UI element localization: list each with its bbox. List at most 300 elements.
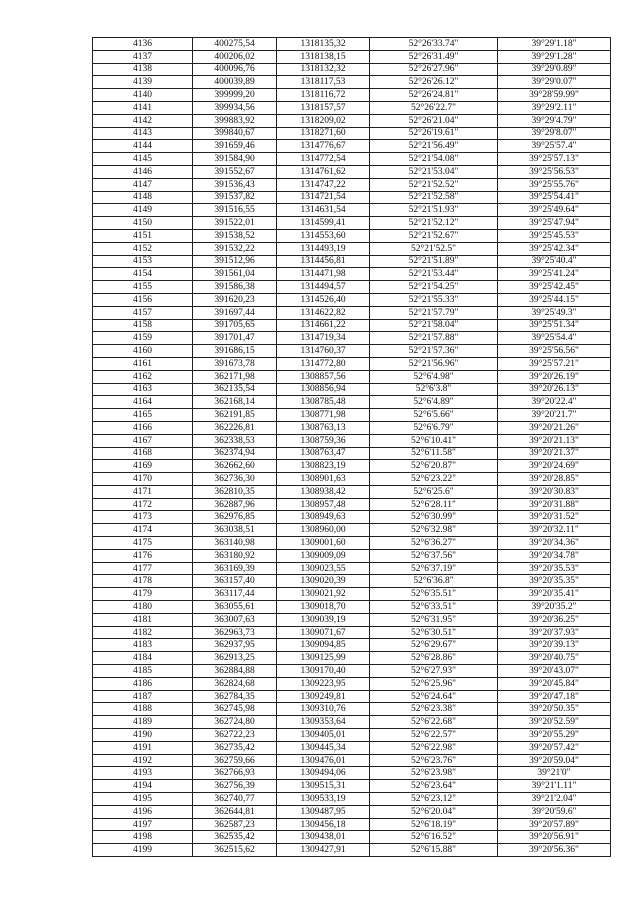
x-coordinate-cell: 391522,01: [193, 217, 277, 230]
point-number-cell: 4181: [93, 613, 193, 626]
x-coordinate-cell: 391620,23: [193, 293, 277, 306]
table-row: [93, 140, 611, 153]
x-coordinate-cell: 399934,56: [193, 101, 277, 114]
x-coordinate-cell: 391532,22: [193, 242, 277, 255]
y-coordinate-cell: 1309001,60: [277, 537, 370, 550]
table-row: [93, 76, 611, 89]
x-coordinate-cell: 363169,39: [193, 562, 277, 575]
latitude-cell: 52°6'23.98": [370, 767, 498, 780]
table-row: [93, 805, 611, 818]
y-coordinate-cell: 1309020,39: [277, 575, 370, 588]
x-coordinate-cell: 362736,30: [193, 473, 277, 486]
longitude-cell: 39°25'51.34": [498, 319, 611, 332]
y-coordinate-cell: 1314599,41: [277, 217, 370, 230]
y-coordinate-cell: 1314747,22: [277, 178, 370, 191]
point-number-cell: 4148: [93, 191, 193, 204]
latitude-cell: 52°6'31.95": [370, 613, 498, 626]
latitude-cell: 52°6'23.12": [370, 793, 498, 806]
table-row: [93, 229, 611, 242]
latitude-cell: 52°21'51.89": [370, 255, 498, 268]
y-coordinate-cell: 1309223,95: [277, 677, 370, 690]
y-coordinate-cell: 1314772,80: [277, 357, 370, 370]
table-row: [93, 613, 611, 626]
longitude-cell: 39°20'37.93": [498, 626, 611, 639]
latitude-cell: 52°6'23.38": [370, 703, 498, 716]
table-row: [93, 716, 611, 729]
table-row: [93, 50, 611, 63]
longitude-cell: 39°20'59.6": [498, 805, 611, 818]
x-coordinate-cell: 391552,67: [193, 165, 277, 178]
point-number-cell: 4175: [93, 537, 193, 550]
x-coordinate-cell: 362913,25: [193, 652, 277, 665]
table-row: [93, 652, 611, 665]
x-coordinate-cell: 362191,85: [193, 409, 277, 422]
latitude-cell: 52°21'54.25": [370, 281, 498, 294]
longitude-cell: 39°25'54.41": [498, 191, 611, 204]
longitude-cell: 39°20'26.19": [498, 370, 611, 383]
point-number-cell: 4178: [93, 575, 193, 588]
table-row: [93, 319, 611, 332]
point-number-cell: 4145: [93, 153, 193, 166]
x-coordinate-cell: 362515,62: [193, 844, 277, 857]
x-coordinate-cell: 362756,39: [193, 780, 277, 793]
x-coordinate-cell: 362662,60: [193, 460, 277, 473]
y-coordinate-cell: 1308949,63: [277, 511, 370, 524]
latitude-cell: 52°6'29.67": [370, 639, 498, 652]
longitude-cell: 39°25'47.94": [498, 217, 611, 230]
table-row: [93, 306, 611, 319]
longitude-cell: 39°25'42.34": [498, 242, 611, 255]
longitude-cell: 39°20'47.18": [498, 690, 611, 703]
point-number-cell: 4152: [93, 242, 193, 255]
y-coordinate-cell: 1309094,85: [277, 639, 370, 652]
longitude-cell: 39°20'50.35": [498, 703, 611, 716]
longitude-cell: 39°20'34.78": [498, 549, 611, 562]
x-coordinate-cell: 363140,98: [193, 537, 277, 550]
latitude-cell: 52°21'57.79": [370, 306, 498, 319]
point-number-cell: 4194: [93, 780, 193, 793]
table-row: [93, 626, 611, 639]
y-coordinate-cell: 1314776,67: [277, 140, 370, 153]
point-number-cell: 4151: [93, 229, 193, 242]
latitude-cell: 52°26'24.81": [370, 89, 498, 102]
y-coordinate-cell: 1308957,48: [277, 498, 370, 511]
point-number-cell: 4139: [93, 76, 193, 89]
longitude-cell: 39°29'1.18": [498, 38, 611, 51]
y-coordinate-cell: 1309125,99: [277, 652, 370, 665]
table-row: [93, 793, 611, 806]
table-row: [93, 524, 611, 537]
x-coordinate-cell: 363117,44: [193, 588, 277, 601]
x-coordinate-cell: 363157,40: [193, 575, 277, 588]
y-coordinate-cell: 1318157,57: [277, 101, 370, 114]
point-number-cell: 4199: [93, 844, 193, 857]
table-row: [93, 780, 611, 793]
point-number-cell: 4166: [93, 421, 193, 434]
longitude-cell: 39°20'56.36": [498, 844, 611, 857]
y-coordinate-cell: 1314661,22: [277, 319, 370, 332]
table-row: [93, 191, 611, 204]
x-coordinate-cell: 362766,93: [193, 767, 277, 780]
table-row: [93, 63, 611, 76]
longitude-cell: 39°20'24.69": [498, 460, 611, 473]
point-number-cell: 4144: [93, 140, 193, 153]
point-number-cell: 4182: [93, 626, 193, 639]
y-coordinate-cell: 1308763,47: [277, 447, 370, 460]
y-coordinate-cell: 1309487,95: [277, 805, 370, 818]
longitude-cell: 39°20'28.85": [498, 473, 611, 486]
point-number-cell: 4136: [93, 38, 193, 51]
y-coordinate-cell: 1314471,98: [277, 268, 370, 281]
y-coordinate-cell: 1309438,01: [277, 831, 370, 844]
point-number-cell: 4159: [93, 332, 193, 345]
table-row: [93, 242, 611, 255]
latitude-cell: 52°6'6.79": [370, 421, 498, 434]
latitude-cell: 52°6'22.68": [370, 716, 498, 729]
x-coordinate-cell: 400206,02: [193, 50, 277, 63]
y-coordinate-cell: 1314721,54: [277, 191, 370, 204]
longitude-cell: 39°20'32.11": [498, 524, 611, 537]
y-coordinate-cell: 1314526,40: [277, 293, 370, 306]
point-number-cell: 4188: [93, 703, 193, 716]
table-row: [93, 357, 611, 370]
table-row: [93, 101, 611, 114]
y-coordinate-cell: 1308901,63: [277, 473, 370, 486]
longitude-cell: 39°25'42.45": [498, 281, 611, 294]
y-coordinate-cell: 1309310,76: [277, 703, 370, 716]
longitude-cell: 39°29'2.11": [498, 101, 611, 114]
point-number-cell: 4158: [93, 319, 193, 332]
longitude-cell: 39°20'59.04": [498, 754, 611, 767]
point-number-cell: 4150: [93, 217, 193, 230]
table-row: [93, 434, 611, 447]
latitude-cell: 52°26'33.74": [370, 38, 498, 51]
table-row: [93, 204, 611, 217]
table-row: [93, 537, 611, 550]
latitude-cell: 52°26'21.04": [370, 114, 498, 127]
table-row: [93, 703, 611, 716]
point-number-cell: 4189: [93, 716, 193, 729]
x-coordinate-cell: 362374,94: [193, 447, 277, 460]
longitude-cell: 39°20'35.53": [498, 562, 611, 575]
latitude-cell: 52°6'4.98": [370, 370, 498, 383]
y-coordinate-cell: 1318116,72: [277, 89, 370, 102]
latitude-cell: 52°21'52.52": [370, 178, 498, 191]
point-number-cell: 4193: [93, 767, 193, 780]
longitude-cell: 39°21'2.04": [498, 793, 611, 806]
latitude-cell: 52°6'10.41": [370, 434, 498, 447]
x-coordinate-cell: 391586,38: [193, 281, 277, 294]
latitude-cell: 52°6'23.64": [370, 780, 498, 793]
x-coordinate-cell: 391516,55: [193, 204, 277, 217]
point-number-cell: 4156: [93, 293, 193, 306]
y-coordinate-cell: 1314494,57: [277, 281, 370, 294]
latitude-cell: 52°26'31.49": [370, 50, 498, 63]
longitude-cell: 39°25'41.24": [498, 268, 611, 281]
y-coordinate-cell: 1309170,40: [277, 665, 370, 678]
longitude-cell: 39°20'21.7": [498, 409, 611, 422]
table-row: [93, 511, 611, 524]
longitude-cell: 39°20'35.2": [498, 601, 611, 614]
point-number-cell: 4169: [93, 460, 193, 473]
latitude-cell: 52°21'56.49": [370, 140, 498, 153]
table-row: [93, 332, 611, 345]
x-coordinate-cell: 391537,82: [193, 191, 277, 204]
latitude-cell: 52°6'23.22": [370, 473, 498, 486]
y-coordinate-cell: 1309405,01: [277, 729, 370, 742]
latitude-cell: 52°21'57.88": [370, 332, 498, 345]
x-coordinate-cell: 391673,78: [193, 357, 277, 370]
table-row: [93, 741, 611, 754]
x-coordinate-cell: 399999,20: [193, 89, 277, 102]
x-coordinate-cell: 362937,95: [193, 639, 277, 652]
x-coordinate-cell: 391705,65: [193, 319, 277, 332]
x-coordinate-cell: 363055,61: [193, 601, 277, 614]
y-coordinate-cell: 1314760,37: [277, 345, 370, 358]
x-coordinate-cell: 362724,80: [193, 716, 277, 729]
point-number-cell: 4173: [93, 511, 193, 524]
x-coordinate-cell: 391701,47: [193, 332, 277, 345]
table-row: [93, 639, 611, 652]
longitude-cell: 39°20'57.42": [498, 741, 611, 754]
table-row: [93, 601, 611, 614]
longitude-cell: 39°25'55.76": [498, 178, 611, 191]
x-coordinate-cell: 391584,90: [193, 153, 277, 166]
table-row: [93, 114, 611, 127]
latitude-cell: 52°6'20.87": [370, 460, 498, 473]
longitude-cell: 39°28'59.99": [498, 89, 611, 102]
x-coordinate-cell: 362745,98: [193, 703, 277, 716]
latitude-cell: 52°21'52.58": [370, 191, 498, 204]
y-coordinate-cell: 1314622,82: [277, 306, 370, 319]
y-coordinate-cell: 1318138,15: [277, 50, 370, 63]
longitude-cell: 39°25'40.4": [498, 255, 611, 268]
point-number-cell: 4138: [93, 63, 193, 76]
x-coordinate-cell: 391697,44: [193, 306, 277, 319]
longitude-cell: 39°29'4.79": [498, 114, 611, 127]
x-coordinate-cell: 391686,15: [193, 345, 277, 358]
longitude-cell: 39°25'56.53": [498, 165, 611, 178]
point-number-cell: 4142: [93, 114, 193, 127]
y-coordinate-cell: 1318271,60: [277, 127, 370, 140]
y-coordinate-cell: 1318117,53: [277, 76, 370, 89]
latitude-cell: 52°6'36.27": [370, 537, 498, 550]
latitude-cell: 52°6'37.19": [370, 562, 498, 575]
longitude-cell: 39°20'43.07": [498, 665, 611, 678]
point-number-cell: 4167: [93, 434, 193, 447]
x-coordinate-cell: 362740,77: [193, 793, 277, 806]
latitude-cell: 52°6'37.56": [370, 549, 498, 562]
x-coordinate-cell: 362976,85: [193, 511, 277, 524]
y-coordinate-cell: 1309456,18: [277, 818, 370, 831]
latitude-cell: 52°6'28.86": [370, 652, 498, 665]
x-coordinate-cell: 362226,81: [193, 421, 277, 434]
table-row: [93, 255, 611, 268]
latitude-cell: 52°6'15.88": [370, 844, 498, 857]
table-row: [93, 153, 611, 166]
latitude-cell: 52°26'22.7": [370, 101, 498, 114]
point-number-cell: 4147: [93, 178, 193, 191]
table-row: [93, 729, 611, 742]
x-coordinate-cell: 362810,35: [193, 485, 277, 498]
longitude-cell: 39°29'1.28": [498, 50, 611, 63]
latitude-cell: 52°21'52.5": [370, 242, 498, 255]
point-number-cell: 4184: [93, 652, 193, 665]
latitude-cell: 52°21'54.08": [370, 153, 498, 166]
x-coordinate-cell: 363007,63: [193, 613, 277, 626]
latitude-cell: 52°6'33.51": [370, 601, 498, 614]
table-row: [93, 178, 611, 191]
x-coordinate-cell: 362963,73: [193, 626, 277, 639]
point-number-cell: 4155: [93, 281, 193, 294]
y-coordinate-cell: 1309071,67: [277, 626, 370, 639]
x-coordinate-cell: 362824,68: [193, 677, 277, 690]
table-row: [93, 383, 611, 396]
point-number-cell: 4137: [93, 50, 193, 63]
table-row: [93, 818, 611, 831]
point-number-cell: 4176: [93, 549, 193, 562]
table-row: [93, 421, 611, 434]
point-number-cell: 4143: [93, 127, 193, 140]
longitude-cell: 39°20'52.59": [498, 716, 611, 729]
latitude-cell: 52°6'23.76": [370, 754, 498, 767]
longitude-cell: 39°25'44.15": [498, 293, 611, 306]
point-number-cell: 4146: [93, 165, 193, 178]
longitude-cell: 39°20'21.37": [498, 447, 611, 460]
point-number-cell: 4187: [93, 690, 193, 703]
table-row: [93, 844, 611, 857]
latitude-cell: 52°6'35.51": [370, 588, 498, 601]
point-number-cell: 4171: [93, 485, 193, 498]
x-coordinate-cell: 362535,42: [193, 831, 277, 844]
point-number-cell: 4190: [93, 729, 193, 742]
y-coordinate-cell: 1308763,13: [277, 421, 370, 434]
latitude-cell: 52°26'19.61": [370, 127, 498, 140]
point-number-cell: 4180: [93, 601, 193, 614]
latitude-cell: 52°26'26.12": [370, 76, 498, 89]
latitude-cell: 52°21'58.04": [370, 319, 498, 332]
table-row: [93, 473, 611, 486]
table-body: [93, 38, 611, 857]
y-coordinate-cell: 1314553,60: [277, 229, 370, 242]
y-coordinate-cell: 1314719,34: [277, 332, 370, 345]
point-number-cell: 4198: [93, 831, 193, 844]
point-number-cell: 4186: [93, 677, 193, 690]
longitude-cell: 39°20'35.35": [498, 575, 611, 588]
x-coordinate-cell: 391536,43: [193, 178, 277, 191]
latitude-cell: 52°6'28.11": [370, 498, 498, 511]
latitude-cell: 52°21'52.12": [370, 217, 498, 230]
point-number-cell: 4191: [93, 741, 193, 754]
table-row: [93, 754, 611, 767]
point-number-cell: 4161: [93, 357, 193, 370]
point-number-cell: 4149: [93, 204, 193, 217]
x-coordinate-cell: 362587,23: [193, 818, 277, 831]
table-row: [93, 89, 611, 102]
longitude-cell: 39°21'0": [498, 767, 611, 780]
table-row: [93, 268, 611, 281]
latitude-cell: 52°21'51.93": [370, 204, 498, 217]
latitude-cell: 52°6'3.8": [370, 383, 498, 396]
longitude-cell: 39°21'1.11": [498, 780, 611, 793]
latitude-cell: 52°6'22.98": [370, 741, 498, 754]
y-coordinate-cell: 1309039,19: [277, 613, 370, 626]
longitude-cell: 39°29'8.07": [498, 127, 611, 140]
point-number-cell: 4154: [93, 268, 193, 281]
latitude-cell: 52°6'32.98": [370, 524, 498, 537]
point-number-cell: 4196: [93, 805, 193, 818]
longitude-cell: 39°25'54.4": [498, 332, 611, 345]
x-coordinate-cell: 399840,67: [193, 127, 277, 140]
longitude-cell: 39°20'26.13": [498, 383, 611, 396]
table-row: [93, 127, 611, 140]
table-row: [93, 293, 611, 306]
point-number-cell: 4192: [93, 754, 193, 767]
table-row: [93, 831, 611, 844]
longitude-cell: 39°20'40.75": [498, 652, 611, 665]
longitude-cell: 39°20'57.89": [498, 818, 611, 831]
x-coordinate-cell: 363180,92: [193, 549, 277, 562]
coordinates-table: [92, 37, 611, 857]
point-number-cell: 4179: [93, 588, 193, 601]
latitude-cell: 52°21'56.96": [370, 357, 498, 370]
x-coordinate-cell: 391512,96: [193, 255, 277, 268]
x-coordinate-cell: 362759,66: [193, 754, 277, 767]
x-coordinate-cell: 362722,23: [193, 729, 277, 742]
longitude-cell: 39°20'21.26": [498, 421, 611, 434]
longitude-cell: 39°20'30.83": [498, 485, 611, 498]
table-row: [93, 677, 611, 690]
latitude-cell: 52°6'25.96": [370, 677, 498, 690]
longitude-cell: 39°25'49.64": [498, 204, 611, 217]
table-row: [93, 690, 611, 703]
latitude-cell: 52°21'53.44": [370, 268, 498, 281]
point-number-cell: 4195: [93, 793, 193, 806]
y-coordinate-cell: 1308938,42: [277, 485, 370, 498]
point-number-cell: 4183: [93, 639, 193, 652]
y-coordinate-cell: 1308771,98: [277, 409, 370, 422]
x-coordinate-cell: 362735,42: [193, 741, 277, 754]
longitude-cell: 39°20'39.13": [498, 639, 611, 652]
table-row: [93, 665, 611, 678]
y-coordinate-cell: 1309018,70: [277, 601, 370, 614]
latitude-cell: 52°6'22.57": [370, 729, 498, 742]
longitude-cell: 39°25'45.53": [498, 229, 611, 242]
longitude-cell: 39°20'31.88": [498, 498, 611, 511]
table-row: [93, 217, 611, 230]
point-number-cell: 4172: [93, 498, 193, 511]
y-coordinate-cell: 1314456,81: [277, 255, 370, 268]
latitude-cell: 52°6'11.58": [370, 447, 498, 460]
y-coordinate-cell: 1318135,32: [277, 38, 370, 51]
longitude-cell: 39°20'21.13": [498, 434, 611, 447]
x-coordinate-cell: 362338,53: [193, 434, 277, 447]
longitude-cell: 39°25'49.3": [498, 306, 611, 319]
y-coordinate-cell: 1314493,19: [277, 242, 370, 255]
longitude-cell: 39°25'57.4": [498, 140, 611, 153]
table-row: [93, 562, 611, 575]
y-coordinate-cell: 1318209,02: [277, 114, 370, 127]
y-coordinate-cell: 1309476,01: [277, 754, 370, 767]
y-coordinate-cell: 1309494,06: [277, 767, 370, 780]
longitude-cell: 39°20'35.41": [498, 588, 611, 601]
latitude-cell: 52°6'25.6": [370, 485, 498, 498]
y-coordinate-cell: 1308759,36: [277, 434, 370, 447]
table-row: [93, 498, 611, 511]
y-coordinate-cell: 1309445,34: [277, 741, 370, 754]
y-coordinate-cell: 1314631,54: [277, 204, 370, 217]
longitude-cell: 39°20'22.4": [498, 396, 611, 409]
